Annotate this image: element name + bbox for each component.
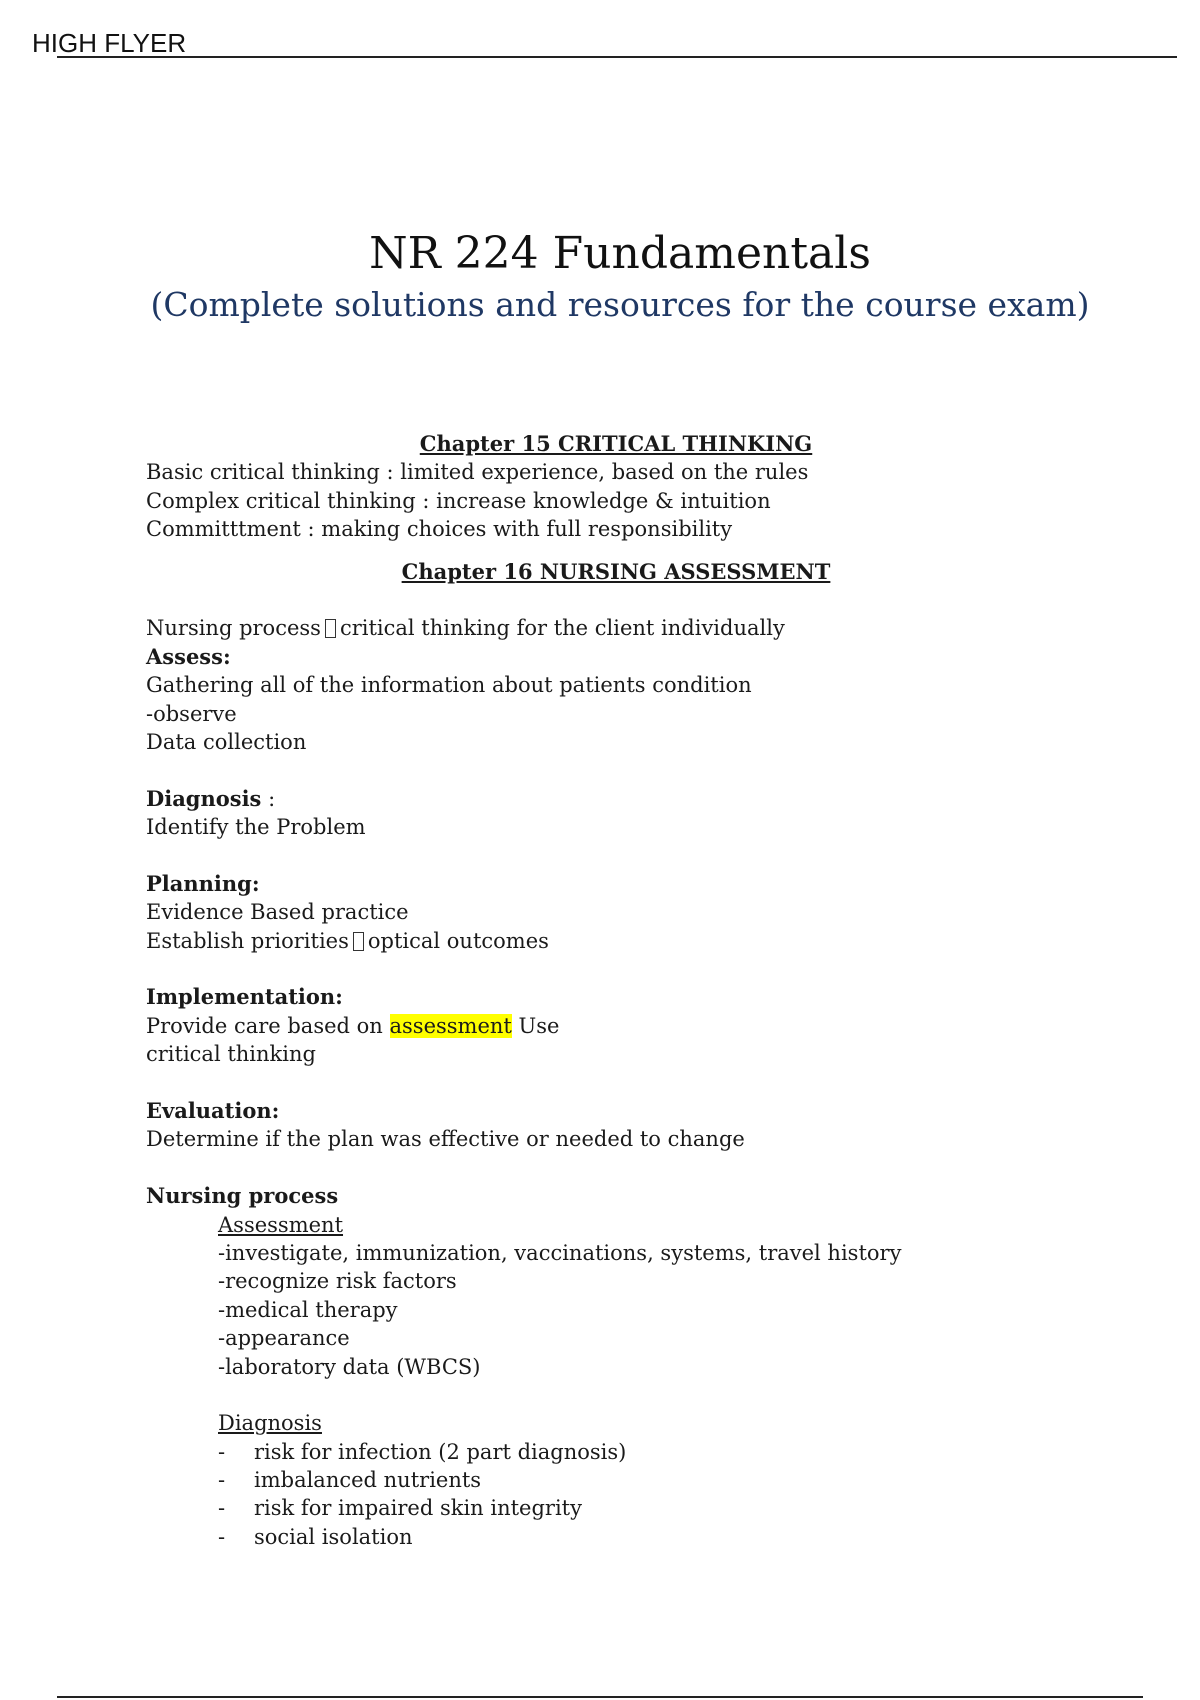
assessment-subheading-line xyxy=(146,1211,1146,1239)
nursing-process-heading: Nursing process xyxy=(146,1183,339,1209)
planning-line-priorities xyxy=(146,927,1146,955)
diagnosis-item xyxy=(146,1438,1146,1466)
ch15-line: Complex critical thinking : increase knowledge & intuition xyxy=(146,488,771,513)
diagnosis-item-text: risk for infection (2 part diagnosis) xyxy=(254,1439,627,1464)
assessment-item: -recognize risk factors xyxy=(218,1269,457,1294)
arrow-glyph-icon xyxy=(325,619,336,638)
diagnosis-heading: Diagnosis xyxy=(146,785,262,811)
assess-line: Data collection xyxy=(146,729,307,754)
nursing-process-text-post: critical thinking for the client individually xyxy=(339,616,785,641)
bullet-dash: - xyxy=(218,1468,226,1493)
diagnosis-heading-line xyxy=(146,785,1146,813)
implementation-line-2: critical thinking xyxy=(146,1042,316,1067)
evaluation-line: Determine if the plan was effective or needed to change xyxy=(146,1127,745,1152)
nursing-process-line xyxy=(146,614,1146,642)
bullet-dash: - xyxy=(218,1496,226,1521)
assessment-item: -investigate, immunization, vaccinations, systems, travel history xyxy=(218,1240,902,1265)
ch15-line: Committtment : making choices with full responsibility xyxy=(146,517,733,542)
chapter-16-heading: Chapter 16 NURSING ASSESSMENT xyxy=(401,558,831,584)
diagnosis-line: Identify the Problem xyxy=(146,815,366,840)
arrow-glyph-icon xyxy=(353,932,364,951)
diagnosis-item xyxy=(146,1466,1146,1494)
diagnosis-subheading-line xyxy=(146,1409,1146,1437)
ch15-line: Basic critical thinking : limited experience, based on the rules xyxy=(146,460,809,485)
bullet-dash: - xyxy=(218,1439,226,1464)
chapter-15-heading: Chapter 15 CRITICAL THINKING xyxy=(419,431,813,456)
bullet-dash: - xyxy=(218,1524,226,1549)
document-subtitle: (Complete solutions and resources for the course exam) xyxy=(150,285,1090,324)
diagnosis-item xyxy=(146,1523,1146,1551)
diagnosis-item-text: social isolation xyxy=(254,1524,413,1549)
assessment-item: -medical therapy xyxy=(218,1297,398,1322)
assessment-item: -appearance xyxy=(218,1326,350,1351)
document-title: NR 224 Fundamentals xyxy=(369,228,871,279)
diagnosis-item xyxy=(146,1494,1146,1522)
implementation-text: Provide care based on xyxy=(146,1013,390,1038)
planning-heading: Planning: xyxy=(146,870,260,896)
planning-line: Evidence Based practice xyxy=(146,900,409,925)
running-header: HIGH FLYER xyxy=(32,28,187,58)
assess-heading: Assess: xyxy=(146,643,231,669)
diagnosis-subheading: Diagnosis xyxy=(218,1411,322,1436)
diagnosis-item-text: risk for impaired skin integrity xyxy=(254,1496,582,1521)
assessment-item: -laboratory data (WBCS) xyxy=(218,1354,481,1379)
planning-outcomes-text: optical outcomes xyxy=(367,928,549,953)
planning-priorities-text: Establish priorities xyxy=(146,928,349,953)
nursing-process-text: Nursing process xyxy=(146,616,321,641)
evaluation-heading: Evaluation: xyxy=(146,1097,280,1123)
implementation-text-post: Use xyxy=(511,1013,560,1038)
diagnosis-item-text: imbalanced nutrients xyxy=(254,1468,482,1493)
highlighted-word: assessment xyxy=(389,1013,512,1038)
document-body xyxy=(146,430,1146,1551)
header-rule xyxy=(57,56,1177,58)
footer-rule xyxy=(57,1696,1143,1698)
implementation-line xyxy=(146,1012,1146,1040)
diagnosis-colon: : xyxy=(261,786,276,811)
assess-line: Gathering all of the information about patients condition xyxy=(146,673,752,698)
assess-line: -observe xyxy=(146,701,237,726)
implementation-heading: Implementation: xyxy=(146,984,343,1010)
assessment-subheading: Assessment xyxy=(218,1212,344,1237)
